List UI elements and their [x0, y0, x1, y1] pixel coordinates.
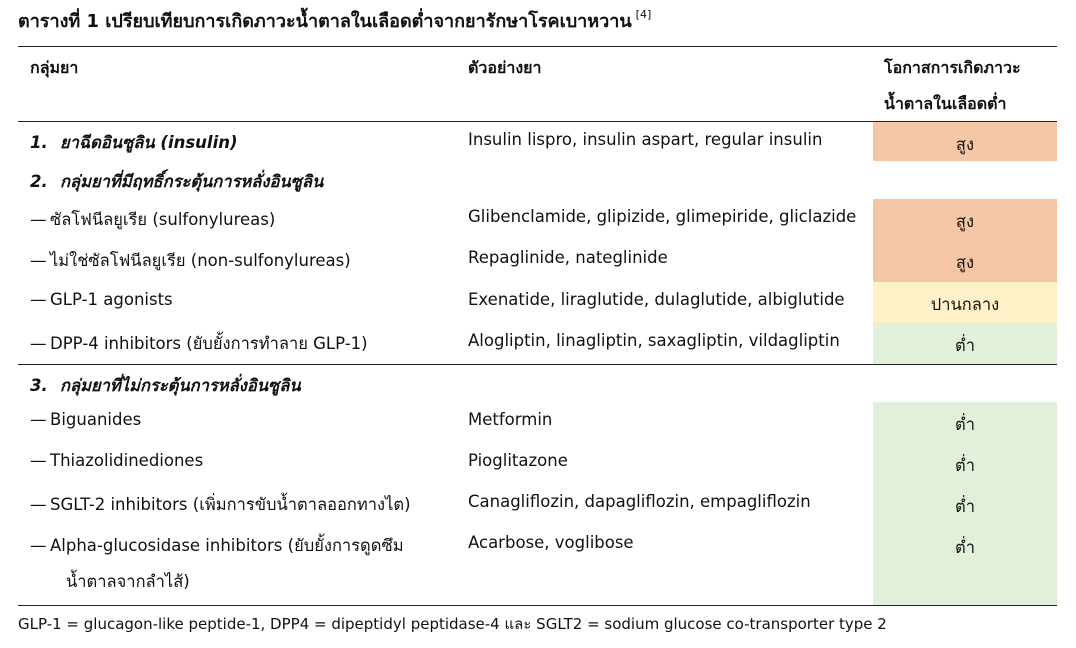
group-number: 2. — [30, 172, 48, 191]
dash-marker: — — [30, 334, 47, 353]
footnote: GLP-1 = glucagon-like peptide-1, DPP4 = dipeptidyl peptidase-4 และ SGLT2 = sodium glucose co-transporter type 2 — [18, 615, 887, 633]
header-group: กลุ่มยา — [30, 58, 79, 77]
risk-value: ต่ำ — [955, 538, 975, 557]
drug-class-label — [30, 207, 275, 233]
dash-marker: — — [30, 451, 47, 470]
dash-marker: — — [30, 290, 47, 309]
drug-examples: Repaglinide, nateglinide — [468, 248, 668, 267]
dash-marker: — — [30, 536, 47, 555]
row-label-text: SGLT-2 inhibitors (เพิ่มการขับน้ำตาลออกทางไต) — [50, 495, 411, 514]
drug-examples: Metformin — [468, 410, 553, 429]
table-title-text: ตารางที่ 1 เปรียบเทียบการเกิดภาวะน้ำตาลในเลือดต่ำจากยารักษาโรคเบาหวาน — [18, 11, 632, 32]
dash-marker: — — [30, 410, 47, 429]
row-label-text: ไม่ใช่ซัลโฟนีลยูเรีย (non-sulfonylureas) — [50, 251, 351, 270]
drug-class-label — [30, 533, 404, 559]
risk-value: ปานกลาง — [930, 295, 1000, 314]
header-risk-line1: โอกาสการเกิดภาวะ — [884, 58, 1021, 77]
row-label-text: GLP-1 agonists — [50, 290, 173, 309]
group-divider-2 — [18, 364, 1057, 365]
drug-examples: Canagliflozin, dapagliflozin, empagliflozin — [468, 492, 811, 511]
drug-class-label — [30, 451, 203, 470]
risk-cell-high — [873, 122, 1057, 161]
drug-examples: Glibenclamide, glipizide, glimepiride, gliclazide — [468, 207, 857, 226]
drug-class-label — [30, 290, 173, 309]
drug-class-label — [30, 492, 411, 518]
risk-cell-low — [873, 525, 1057, 605]
group-label — [30, 373, 301, 399]
risk-value: ต่ำ — [955, 336, 975, 355]
row-label-text: ซัลโฟนีลยูเรีย (sulfonylureas) — [50, 210, 276, 229]
risk-value: ต่ำ — [955, 456, 975, 475]
risk-cell-mid — [873, 282, 1057, 323]
drug-class-label — [30, 410, 141, 429]
row-label-text: DPP-4 inhibitors (ยับยั้งการทำลาย GLP-1) — [50, 334, 368, 353]
bottom-rule — [18, 605, 1057, 606]
table-title — [18, 6, 651, 35]
risk-cell-low — [873, 402, 1057, 443]
dash-marker: — — [30, 251, 47, 270]
drug-class-label — [30, 248, 351, 274]
dash-marker: — — [30, 210, 47, 229]
risk-cell-low — [873, 484, 1057, 525]
drug-examples: Insulin lispro, insulin aspart, regular insulin — [468, 130, 823, 149]
row-label-text: Biguanides — [50, 410, 142, 429]
row-label-continuation: น้ำตาลจากลำไส้) — [66, 572, 190, 591]
risk-value: สูง — [955, 212, 975, 231]
group-label — [30, 130, 238, 156]
risk-cell-low — [873, 323, 1057, 364]
risk-value: สูง — [955, 253, 975, 272]
drug-examples: Acarbose, voglibose — [468, 533, 634, 552]
risk-value: ต่ำ — [955, 415, 975, 434]
drug-examples: Exenatide, liraglutide, dulaglutide, albiglutide — [468, 290, 845, 309]
drug-class-label — [30, 331, 368, 357]
dash-marker: — — [30, 495, 47, 514]
row-label-text: กลุ่มยาที่มีฤทธิ์กระตุ้นการหลั่งอินซูลิน — [60, 172, 324, 191]
row-label-text: ยาฉีดอินซูลิน (insulin) — [60, 133, 238, 152]
risk-cell-high — [873, 199, 1057, 240]
risk-value: ต่ำ — [955, 497, 975, 516]
header-examples: ตัวอย่างยา — [468, 58, 542, 77]
drug-examples: Pioglitazone — [468, 451, 568, 470]
risk-value: สูง — [955, 135, 975, 154]
row-label-text: กลุ่มยาที่ไม่กระตุ้นการหลั่งอินซูลิน — [60, 376, 301, 395]
drug-examples: Alogliptin, linagliptin, saxagliptin, vildagliptin — [468, 331, 840, 350]
risk-cell-high — [873, 240, 1057, 282]
group-number: 3. — [30, 376, 48, 395]
risk-cell-low — [873, 443, 1057, 484]
top-rule — [18, 46, 1057, 47]
row-label-text: Alpha-glucosidase inhibitors (ยับยั้งการดูดซึม — [50, 536, 404, 555]
row-label-text: Thiazolidinediones — [50, 451, 204, 470]
group-number: 1. — [30, 133, 48, 152]
group-label — [30, 169, 323, 195]
reference-mark: [4] — [635, 8, 652, 21]
header-risk-line2: น้ำตาลในเลือดต่ำ — [884, 94, 1007, 113]
